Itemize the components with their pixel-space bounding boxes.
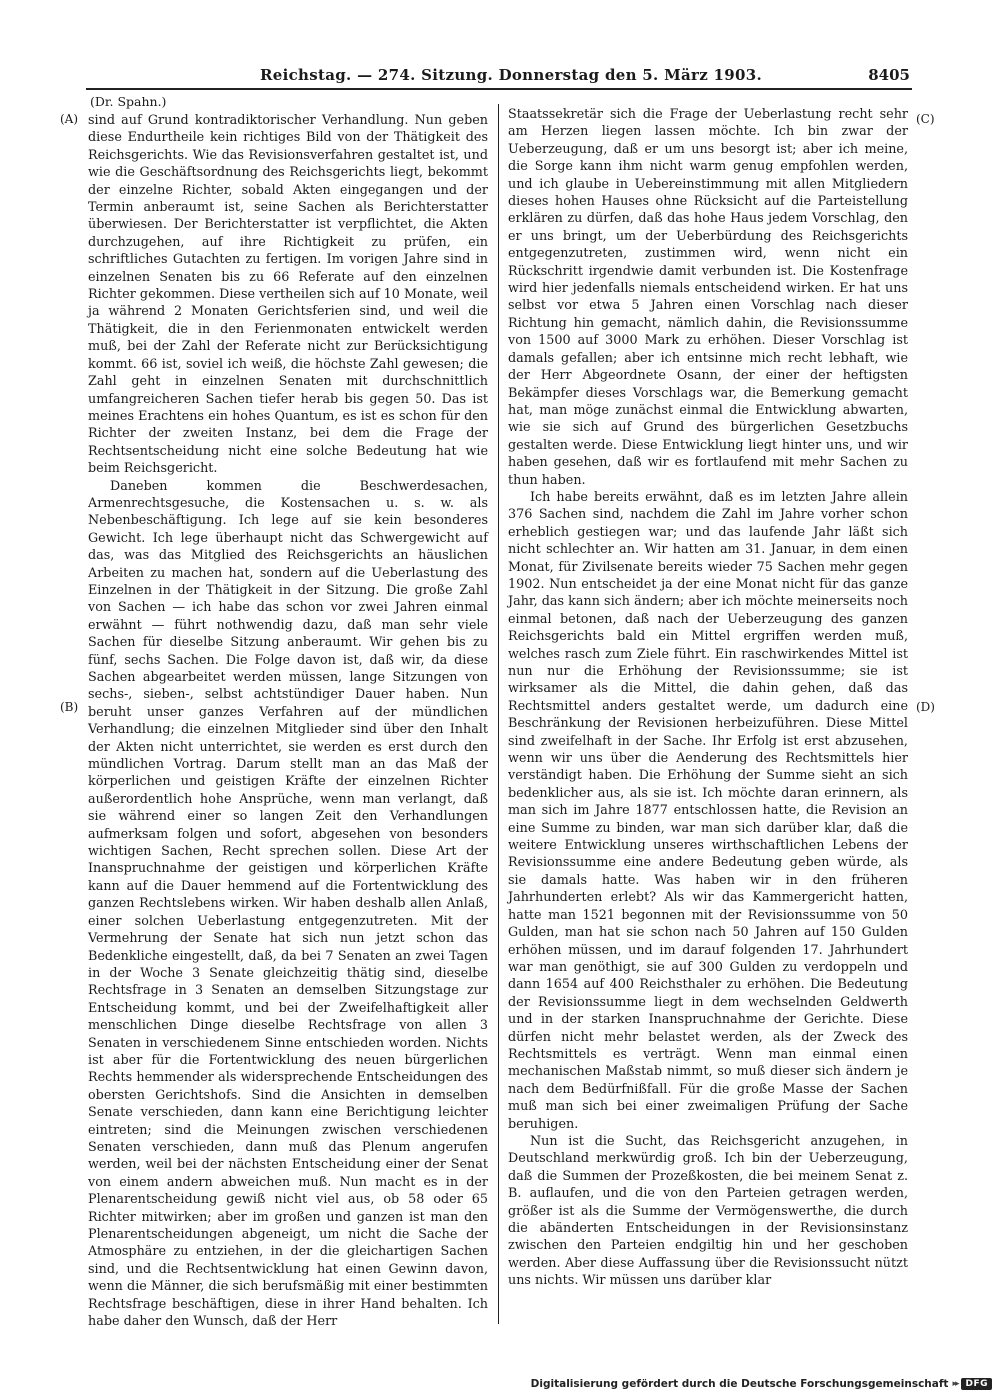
paragraph: Daneben kommen die Beschwerdesachen, Armenrechtsgesuche, die Kostensachen u. s. w. als Nebenbeschäftigung. Ich lege auf sie kein besonderes Gewicht. Ich lege überhaupt nicht das Schwergewicht auf das, was das Mitglied des Reichsgerichts an häuslichen Arbeiten zu machen hat, sondern auf die Ueberlastung des Einzelnen in der Thätigkeit in der Sitzung. Die große Zahl von Sachen — ich habe das schon vor zwei Jahren einmal erwähnt — führt nothwendig dazu, daß man sehr viele Sachen für dieselbe Sitzung anberaumt. Wir gehen bis zu fünf, sechs Sachen. Die Folge davon ist, daß wir, da diese Sachen abgearbeitet werden müssen, lange Sitzungen von sechs-, sieben-, selbst achtstündiger Dauer haben. Nun beruht unser ganzes Verfahren auf der mündlichen Verhandlung; die einzelnen Mitglieder sind über den Inhalt der Akten nicht unterrichtet, sie werden es erst durch den mündlichen Vortrag. Darum stellt man an das Maß der körperlichen und geistigen Kräfte der einzelnen Richter außerordentlich hohe Ansprüche, wenn man verlangt, daß sie während einer so langen Zeit den Verhandlungen aufmerksam folgen und sofort, abgesehen von besonders wichtigen Sachen, Recht sprechen sollen. Diese Art der Inanspruchnahme der geistigen und körperlichen Kräfte kann auf die Dauer hemmend auf die Fortentwicklung des ganzen Rechtslebens wirken. Wir haben deshalb allen Anlaß, einer solchen Ueberlastung entgegenzutreten. Mit der Vermehrung der Senate hat sich nun jetzt schon das Bedenkliche eingestellt, daß, da bei 7 Senaten an zwei Tagen in der Woche 3 Senate gleichzeitig thätig sind, dieselbe Rechtsfrage in 3 Senaten an demselben Sitzungstage zur Entscheidung kommt, und bei der Zweifelhaftigkeit aller menschlichen Dinge dieselbe Rechtsfrage von allen 3 Senaten in verschiedenem Sinne entschieden worden. Nichts ist aber für die Fortentwicklung des neuen bürgerlichen Rechts hemmender als widersprechende Entscheidungen des obersten Gerichtshofs. Sind die Ansichten in demselben Senate verschieden, dann kann eine Berichtigung leichter eintreten; sind die Meinungen zwischen verschiedenen Senaten verschieden, dann muß das Plenum angerufen werden, weil bei der nächsten Entscheidung einer der Senat von einem andern abweichen muß. Nun macht es in der Plenarentscheidung gewiß nicht viel aus, ob 58 oder 65 Richter mitwirken; aber im großen und ganzen ist man den Plenarentscheidungen abgeneigt, um nicht die Sache der Atmosphäre zu entziehen, in der die gleichartigen Sachen sind, und die Rechtsentwicklung hat einen Gewinn davon, wenn die Männer, die sich berufsmäßig mit einer bestimmten Rechtsfrage beschäftigen, diese in ihrer Hand behalten. Ich habe daher den Wunsch, daß der Herr — [88, 478, 488, 1330]
page-header — [90, 66, 910, 90]
page-number: 8405 — [868, 66, 910, 84]
column-divider — [498, 104, 499, 1324]
margin-marker-a: (A) — [60, 112, 79, 126]
dfg-logo: DFG — [961, 1378, 992, 1390]
margin-marker-c: (C) — [916, 112, 935, 126]
paragraph: Nun ist die Sucht, das Reichsgericht anzugehen, in Deutschland merkwürdig groß. Ich bin der Ueberzeugung, daß die Summen der Prozeßkosten, die bei meinem Senat z. B. auflaufen, und die von den Parteien getragen werden, größer ist als die Summe der Vermögenswerthe, die durch die abänderten Entscheidungen in der Revisionsinstanz zwischen den Parteien endgiltig hin und her geschoben werden. Aber diese Auffassung über die Revisionssucht nützt uns nichts. Wir müssen uns darüber klar — [508, 1133, 908, 1289]
paragraph: Staatssekretär sich die Frage der Ueberlastung recht sehr am Herzen liegen lassen möchte. Ich bin zwar der Ueberzeugung, daß er um uns besorgt ist; aber ich meine, die Sorge kann ihm nicht warm genug empfohlen werden, und ich glaube in Uebereinstimmung mit allen Mitgliedern dieses hohen Hauses ohne Rücksicht auf die Parteistellung erklären zu dürfen, daß das hohe Haus jedem Vorschlag, den er uns bringt, um der Ueberbürdung des Reichsgerichts entgegenzutreten, zustimmen wird, wenn nicht ein Rückschritt irgendwie damit verbunden ist. Die Kostenfrage wird hier jedenfalls niemals entscheidend wirken. Er hat uns selbst vor etwa 5 Jahren einen Vorschlag nach dieser Richtung hin gemacht, nämlich dahin, die Revisionssumme von 1500 auf 3000 Mark zu erhöhen. Dieser Vorschlag ist damals gefallen; aber ich entsinne mich recht lebhaft, wie der Herr Abgeordnete Osann, der einer der heftigsten Bekämpfer dieses Vorschlags war, die Bemerkung gemacht hat, man möge zunächst einmal die Entwicklung abwarten, wie sie sich auf Grund des bürgerlichen Gesetzbuchs gestalten werde. Diese Entwicklung liegt hinter uns, und wir haben gesehen, daß wir es fortlaufend mit mehr Sachen zu thun haben. — [508, 107, 908, 488]
margin-marker-b: (B) — [60, 700, 79, 714]
paragraph: sind auf Grund kontradiktorischer Verhandlung. Nun geben diese Endurtheile kein richtiges Bild von der Thätigkeit des Reichsgerichts. Wie das Revisionsverfahren gestaltet ist, und wie die Geschäftsordnung des Reichsgerichts liegt, bekommt der einzelne Richter, sobald Akten eingegangen und der Termin anberaumt ist, seine Sachen als Berichterstatter überwiesen. Der Berichterstatter ist verpflichtet, die Akten durchzugehen, auf ihre Richtigkeit zu prüfen, ein schriftliches Gutachten zu fertigen. Im vorigen Jahre sind in einzelnen Senaten bis zu 66 Referate auf den einzelnen Richter gekommen. Diese vertheilen sich auf 10 Monate, weil ja während 2 Monaten Gerichtsferien sind, und weil die Thätigkeit, die in den Ferienmonaten entwickelt werden muß, bei der Zahl der Referate nicht zur Berücksichtigung kommt. 66 ist, soviel ich weiß, die höchste Zahl gewesen; die Zahl geht in einzelnen Senaten mit durchschnittlich umfangreicheren Sachen tiefer herab bis gegen 50. Das ist meines Erachtens ein hohes Quantum, es ist es schon für den Richter der zweiten Instanz, bei dem die Frage der Rechtsentscheidung nicht eine solche Bedeutung hat wie beim Reichsgericht. — [88, 113, 488, 477]
speaker-name: (Dr. Spahn.) — [90, 94, 167, 109]
arrows-icon: ▸▸ — [952, 1379, 958, 1389]
left-column — [88, 112, 488, 1330]
header-rule — [86, 88, 912, 90]
footer-credit — [531, 1378, 992, 1390]
footer-text: Digitalisierung gefördert durch die Deutsche Forschungsgemeinschaft — [530, 1378, 949, 1390]
running-title: Reichstag. — 274. Sitzung. Donnerstag den 5. März 1903. — [260, 66, 763, 84]
right-column — [508, 106, 908, 1290]
margin-marker-d: (D) — [916, 700, 935, 714]
paragraph: Ich habe bereits erwähnt, daß es im letzten Jahre allein 376 Sachen sind, nachdem die Zahl im Jahre vorher schon erheblich gestiegen war; und das laufende Jahr läßt sich nicht schlechter an. Wir hatten am 31. Januar, in dem einen Monat, für Zivilsenate bereits wieder 75 Sachen mehr gegen 1902. Nun entscheidet ja der eine Monat nicht für das ganze Jahr, das kann sich ändern; aber ich möchte meinerseits noch einmal betonen, daß nach der Ueberzeugung des ganzen Reichsgerichts bald ein Mittel ergriffen werden muß, welches rasch zum Ziele führt. Ein raschwirkendes Mittel ist nun nur die Erhöhung der Revisionssumme; sie ist wirksamer als die Mittel, die dahin gehen, daß das Rechtsmittel anders gestaltet werde, um dadurch eine Beschränkung der Revisionen herbeizuführen. Diese Mittel sind zweifelhaft in der Sache. Ihr Erfolg ist erst abzusehen, wenn wir uns über die Aenderung des Rechtsmittels hier verständigt haben. Die Erhöhung der Summe sieht an sich bedenklicher aus, als sie ist. Ich möchte daran erinnern, als man sich im Jahre 1877 entschlossen hatte, die Revision an eine Summe zu binden, war man sich darüber klar, daß die weitere Entwicklung unseres wirthschaftlichen Lebens der Revisionssumme eine andere Bedeutung geben würde, als sie damals hatte. Was haben wir in den früheren Jahrhunderten erlebt? Als wir das Kammergericht hatten, hatte man 1521 begonnen mit der Revisionssumme von 50 Gulden, man hat sie schon nach 50 Jahren auf 150 Gulden erhöhen müssen, und im darauf folgenden 17. Jahrhundert war man genöthigt, sie auf 300 Gulden zu verdoppeln und dann 1654 auf 400 Reichsthaler zu erhöhen. Die Bedeutung der Revisionssumme liegt in dem wechselnden Geldwerth und in der starken Inanspruchnahme der Gerichte. Diese dürfen nicht mehr belastet werden, als der Zweck des Rechtsmittels es verträgt. Wenn man einmal einen mechanischen Maßstab nimmt, so muß dieser sich ändern je nach dem Bedürfnißfall. Für die große Masse der Sachen muß man sich bei einer zweimaligen Prüfung der Sache beruhigen. — [508, 489, 908, 1132]
